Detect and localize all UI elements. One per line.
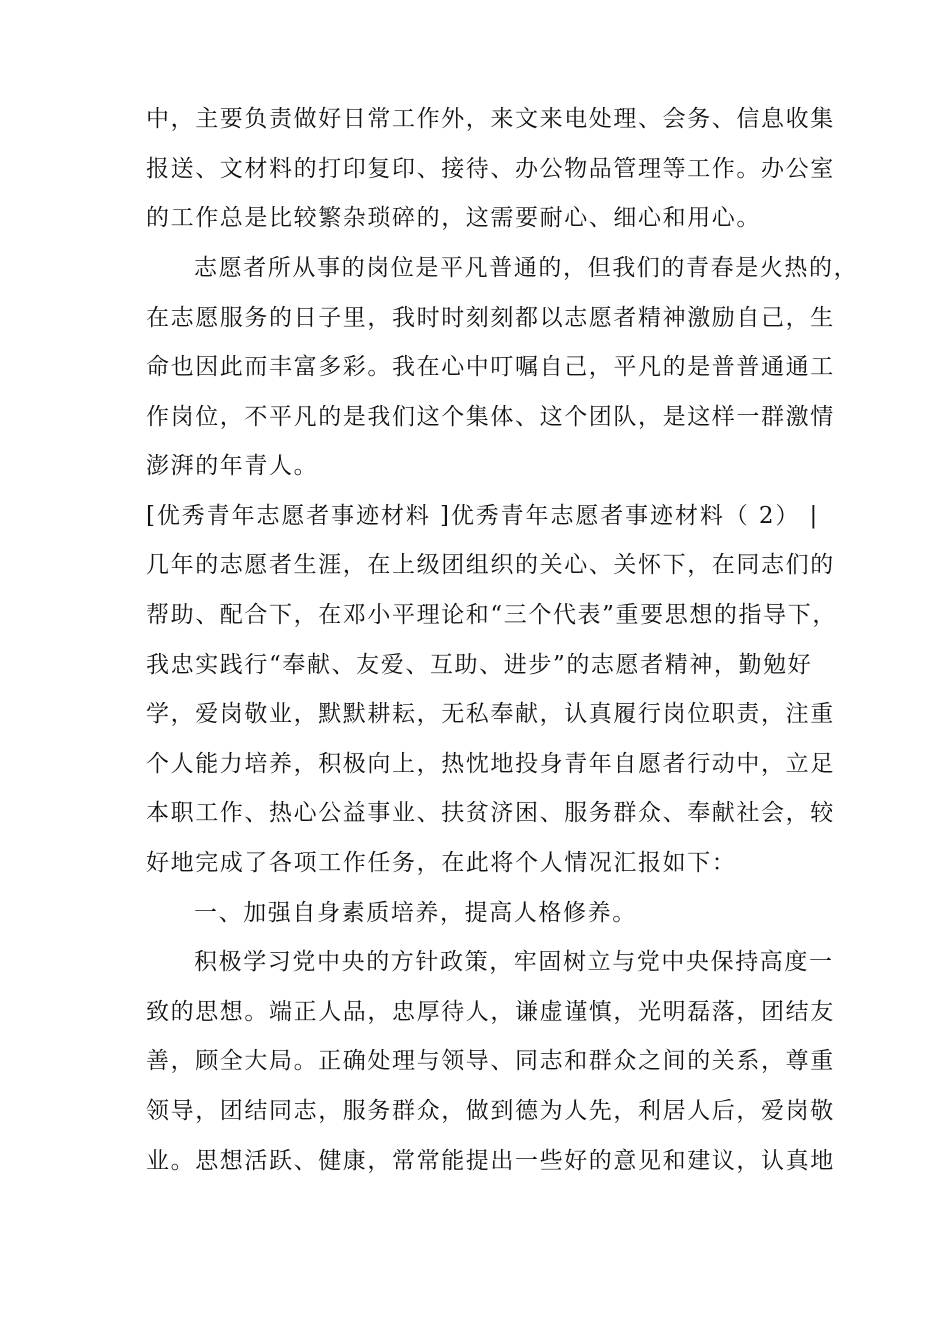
text-line: 善，顾全大局。正确处理与领导、同志和群众之间的关系，尊重 (146, 1048, 835, 1074)
text-line: 业。思想活跃、健康，常常能提出一些好的意见和建议，认真地 (146, 1148, 835, 1174)
paragraph-start: 志愿者所从事的岗位是平凡普通的，但我们的青春是火热的， (194, 255, 859, 281)
text-line: 我忠实践行“奉献、友爱、互助、进步”的志愿者精神，勤勉好 (146, 652, 813, 678)
text-line: 个人能力培养，积极向上，热忱地投身青年自愿者行动中，立足 (146, 751, 835, 777)
text-line: 澎湃的年青人。 (146, 453, 319, 479)
text-line: 本职工作、热心公益事业、扶贫济困、服务群众、奉献社会，较 (146, 800, 835, 826)
text-line: 报送、文材料的打印复印、接待、办公物品管理等工作。办公室 (146, 156, 835, 182)
text-line: 学，爱岗敬业，默默耕耘，无私奉献，认真履行岗位职责，注重 (146, 701, 835, 727)
text-line: 好地完成了各项工作任务，在此将个人情况汇报如下： (146, 850, 737, 876)
text-line: 帮助、配合下，在邓小平理论和“三个代表”重要思想的指导下， (146, 602, 837, 628)
text-line: 致的思想。端正人品，忠厚待人，谦虚谨慎，光明磊落，团结友 (146, 999, 835, 1025)
text-line: 几年的志愿者生涯，在上级团组织的关心、关怀下，在同志们的 (146, 552, 835, 578)
text-line: 的工作总是比较繁杂琐碎的，这需要耐心、细心和用心。 (146, 205, 761, 231)
text-line: 命也因此而丰富多彩。我在心中叮嘱自己，平凡的是普普通通工 (146, 354, 835, 380)
subsection-heading: 一、加强自身素质培养，提高人格修养。 (194, 900, 637, 926)
text-line: 在志愿服务的日子里，我时时刻刻都以志愿者精神激励自己，生 (146, 305, 835, 331)
section-heading: [优秀青年志愿者事迹材料 ]优秀青年志愿者事迹材料（ 2） | (146, 503, 820, 529)
text-line: 领导，团结同志，服务群众，做到德为人先，利居人后，爱岗敬 (146, 1098, 835, 1124)
text-line: 中，主要负责做好日常工作外，来文来电处理、会务、信息收集 (146, 106, 835, 132)
paragraph-start: 积极学习党中央的方针政策，牢固树立与党中央保持高度一 (194, 949, 834, 975)
text-line: 作岗位，不平凡的是我们这个集体、这个团队，是这样一群激情 (146, 404, 835, 430)
